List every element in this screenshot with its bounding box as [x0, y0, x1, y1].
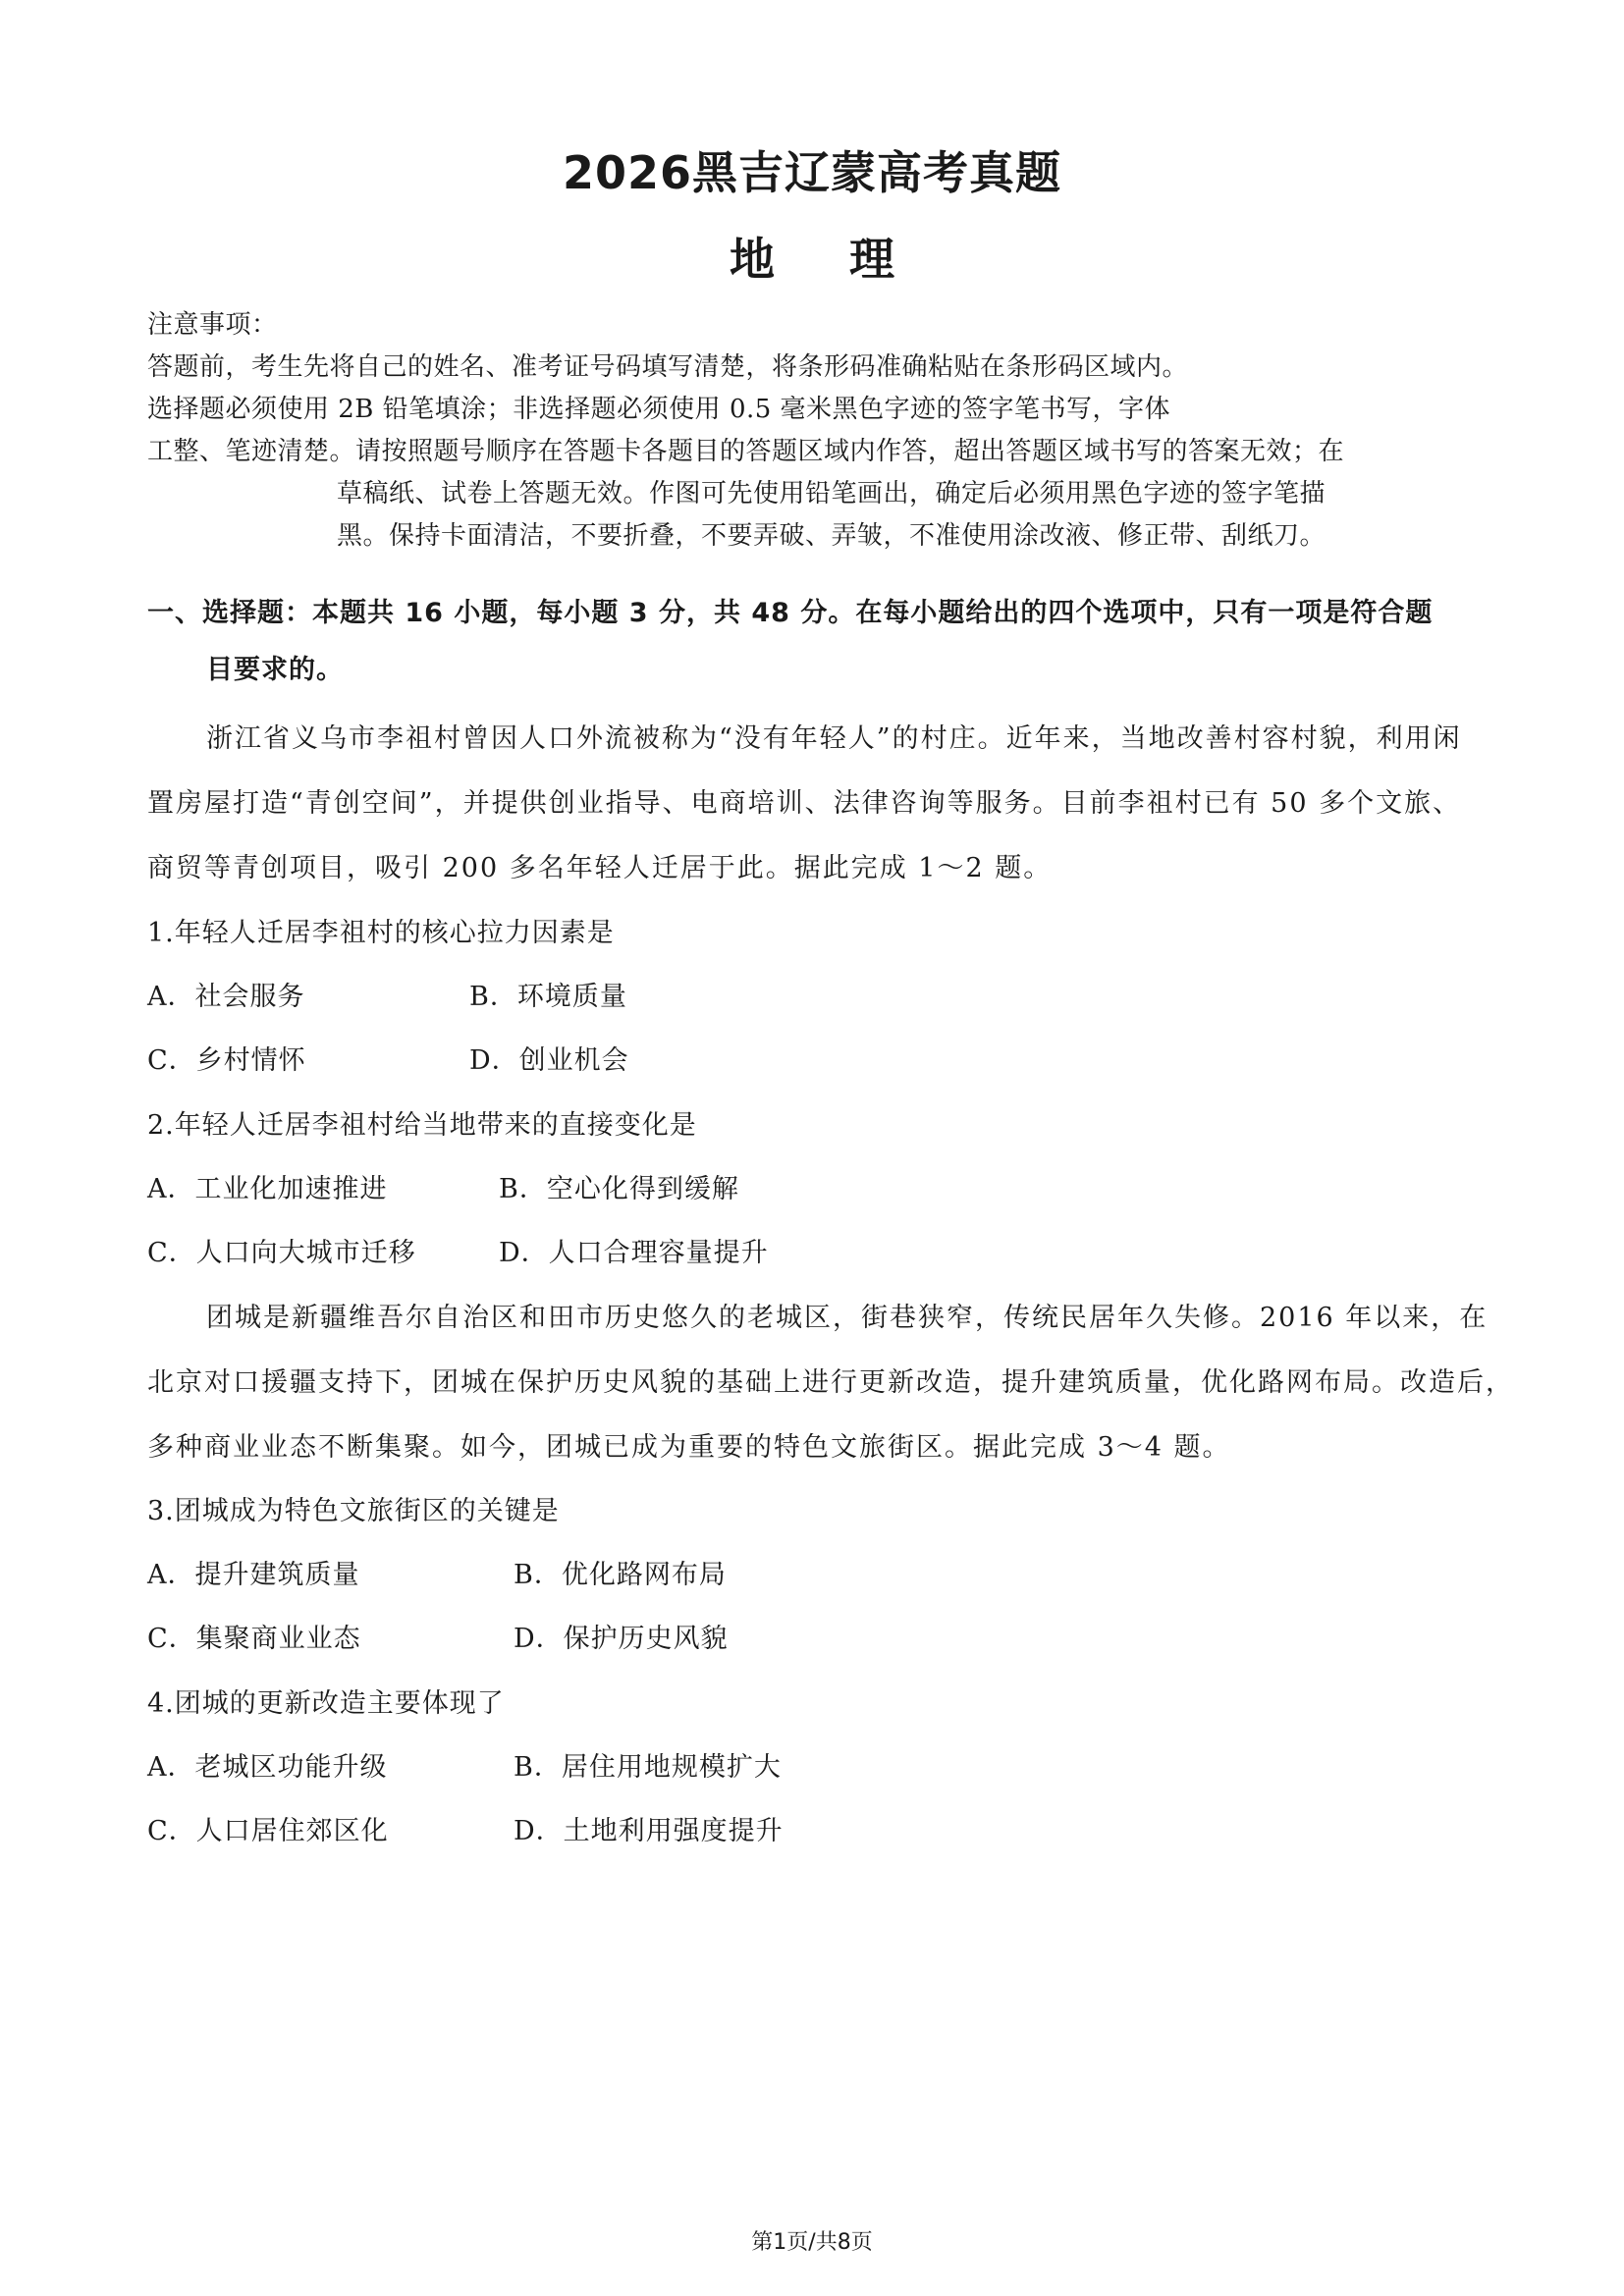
passage-line: 浙江省义乌市李祖村曾因人口外流被称为“没有年轻人”的村庄。近年来，当地改善村容村貌，利用闲: [206, 723, 1462, 754]
passage-line: 北京对口援疆支持下，团城在保护历史风貌的基础上进行更新改造，提升建筑质量，优化路网布局。改造后，: [147, 1367, 1514, 1398]
section-heading-line: 一、选择题：本题共 16 小题，每小题 3 分，共 48 分。在每小题给出的四个选项中，只有一项是符合题: [147, 598, 1434, 628]
notice-heading: 注意事项：: [147, 310, 278, 340]
passage-line: 团城是新疆维吾尔自治区和田市历史悠久的老城区，街巷狭窄，传统民居年久失修。2016 年以来，在: [206, 1303, 1489, 1333]
option-d: D．土地利用强度提升: [514, 1816, 784, 1846]
page-number: 第1页/共8页: [751, 2230, 873, 2255]
option-a: A．工业化加速推进: [147, 1174, 388, 1204]
notice-line: 答题前，考生先将自己的姓名、准考证号码填写清楚，将条形码准确粘贴在条形码区域内。: [147, 352, 1189, 382]
section-heading-line: 目要求的。: [206, 655, 344, 685]
question-stem: 2.年轻人迁居李祖村给当地带来的直接变化是: [147, 1110, 697, 1141]
option-c: C．乡村情怀: [147, 1045, 306, 1076]
option-c: C．人口居住郊区化: [147, 1816, 389, 1846]
question-stem: 3.团城成为特色文旅街区的关键是: [147, 1496, 560, 1526]
option-a: A．社会服务: [147, 982, 305, 1012]
question-stem: 4.团城的更新改造主要体现了: [147, 1688, 505, 1719]
option-b: B．空心化得到缓解: [499, 1174, 739, 1204]
passage-line: 多种商业业态不断集聚。如今，团城已成为重要的特色文旅街区。据此完成 3～4 题。: [147, 1432, 1231, 1463]
passage-line: 商贸等青创项目，吸引 200 多名年轻人迁居于此。据此完成 1～2 题。: [147, 853, 1053, 883]
notice-line: 选择题必须使用 2B 铅笔填涂；非选择题必须使用 0.5 毫米黑色字迹的签字笔书写，字体: [147, 395, 1171, 424]
option-d: D．保护历史风貌: [514, 1624, 729, 1654]
option-d: D．创业机会: [469, 1045, 629, 1076]
option-b: B．环境质量: [469, 982, 627, 1012]
option-a: A．提升建筑质量: [147, 1560, 360, 1590]
option-d: D．人口合理容量提升: [499, 1238, 769, 1268]
exam-title: 2026黑吉辽蒙高考真题: [562, 146, 1062, 199]
notice-line: 草稿纸、试卷上答题无效。作图可先使用铅笔画出，确定后必须用黑色字迹的签字笔描: [337, 479, 1326, 508]
passage-line: 置房屋打造“青创空间”，并提供创业指导、电商培训、法律咨询等服务。目前李祖村已有 50 多个文旅、: [147, 788, 1462, 819]
option-c: C．集聚商业业态: [147, 1624, 361, 1654]
option-b: B．居住用地规模扩大: [514, 1752, 782, 1783]
subject-title: 地 理: [729, 233, 894, 286]
option-c: C．人口向大城市迁移: [147, 1238, 416, 1268]
notice-line: 工整、笔迹清楚。请按照题号顺序在答题卡各题目的答题区域内作答，超出答题区域书写的答案无效；在: [147, 437, 1345, 466]
question-stem: 1.年轻人迁居李祖村的核心拉力因素是: [147, 918, 615, 948]
option-a: A．老城区功能升级: [147, 1752, 388, 1783]
option-b: B．优化路网布局: [514, 1560, 727, 1590]
notice-line: 黑。保持卡面清洁，不要折叠，不要弄破、弄皱，不准使用涂改液、修正带、刮纸刀。: [337, 521, 1326, 551]
